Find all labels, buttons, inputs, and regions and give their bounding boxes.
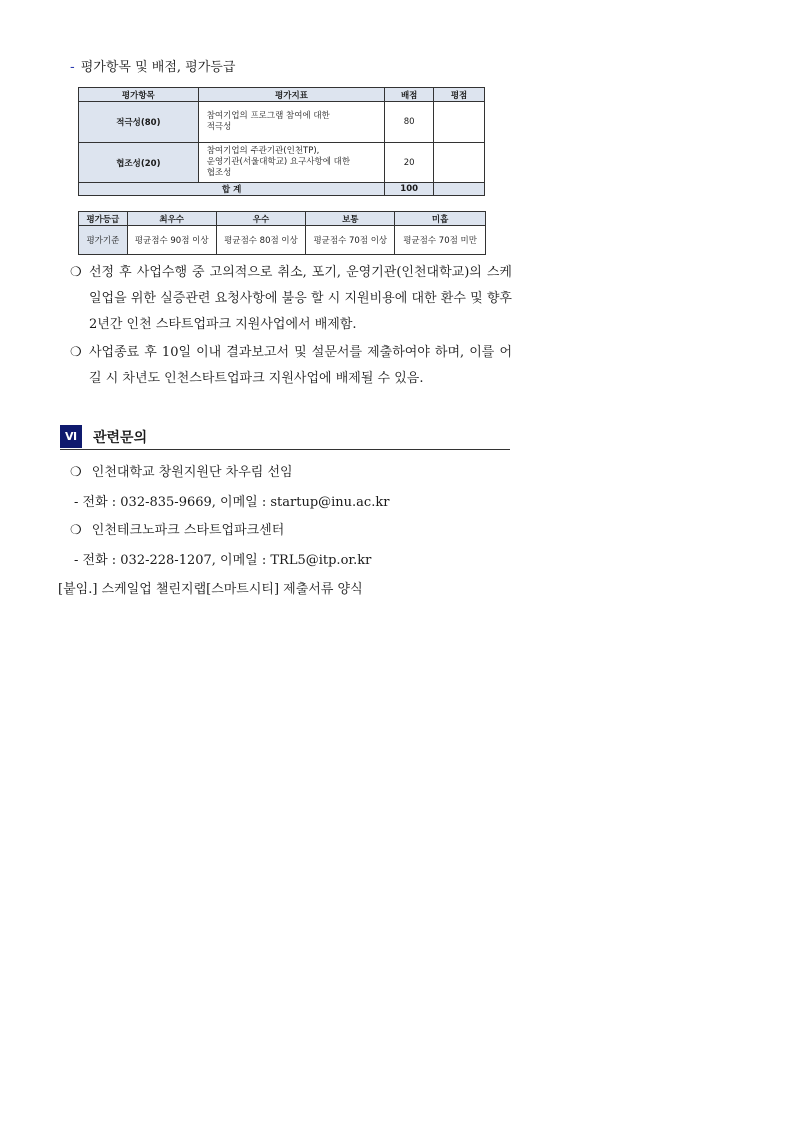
grade-header: 평가등급 xyxy=(79,212,128,226)
grade-criterion: 평균점수 70점 이상 xyxy=(306,226,395,255)
circle-bullet-icon: ❍ xyxy=(70,465,82,480)
indicator-line: 참여기업의 프로그램 참여에 대한 xyxy=(206,111,330,121)
contact-org2 xyxy=(70,519,284,538)
grade-header-row xyxy=(79,212,486,226)
circle-bullet-icon: ❍ xyxy=(70,265,82,280)
table-row xyxy=(79,102,485,143)
indicator-line: 참여기업의 주관기관(인천TP), xyxy=(206,146,320,156)
evaluation-table xyxy=(78,87,485,196)
table-row xyxy=(79,143,485,183)
grade-row-label: 평가기준 xyxy=(79,226,128,255)
note-text: 사업종료 후 10일 이내 결과보고서 및 설문서를 제출하여야 하며, 이를 어길 시 차년도 인천스타트업파크 지원사업에 배제될 수 있음. xyxy=(89,345,512,386)
total-score: 100 xyxy=(385,183,434,196)
header-score: 배점 xyxy=(385,88,434,102)
table-total-row xyxy=(79,183,485,196)
eval-heading-text: 평가항목 및 배점, 평가등급 xyxy=(80,60,236,75)
row-indicator xyxy=(198,102,385,143)
dash-marker: - xyxy=(70,60,75,75)
indicator-line: 협조성 xyxy=(206,168,232,178)
grade-header: 최우수 xyxy=(127,212,216,226)
section-heading xyxy=(60,425,510,450)
header-grade: 평점 xyxy=(434,88,485,102)
row-indicator xyxy=(198,143,385,183)
total-grade xyxy=(434,183,485,196)
contact-org2-text: 인천테크노파크 스타트업파크센터 xyxy=(91,523,285,538)
total-label-text: 합 계 xyxy=(221,185,242,195)
grade-header: 미흡 xyxy=(395,212,486,226)
contact-org2-detail: - 전화 : 032-228-1207, 이메일 : TRL5@itp.or.kr xyxy=(74,553,372,568)
circle-bullet-icon: ❍ xyxy=(70,523,82,538)
total-label xyxy=(79,183,385,196)
row-grade xyxy=(434,143,485,183)
contact-org1-detail: - 전화 : 032-835-9669, 이메일 : startup@inu.ac.kr xyxy=(74,495,390,510)
indicator-line: 운영기관(서울대학교) 요구사항에 대한 xyxy=(206,157,351,167)
row-score: 20 xyxy=(385,143,434,183)
contact-org1-text: 인천대학교 창원지원단 차우림 선임 xyxy=(91,465,293,480)
eval-heading xyxy=(70,56,235,75)
row-grade xyxy=(434,102,485,143)
note-text: 선정 후 사업수행 중 고의적으로 취소, 포기, 운영기관(인천대학교)의 스케일업을 위한 실증관련 요청사항에 불응 할 시 지원비용에 대한 환수 및 향후 2년간 인천 스타트업파크 지원사업에서 배제함. xyxy=(89,265,512,332)
contact-org1 xyxy=(70,461,293,480)
header-eval-item: 평가항목 xyxy=(79,88,199,102)
grade-criterion: 평균점수 70점 미만 xyxy=(395,226,486,255)
header-eval-indicator: 평가지표 xyxy=(198,88,385,102)
section-number: Ⅵ xyxy=(60,425,82,448)
grade-criterion: 평균점수 90점 이상 xyxy=(127,226,216,255)
grade-header: 보통 xyxy=(306,212,395,226)
row-item-label: 적극성(80) xyxy=(79,102,199,143)
section-title: 관련문의 xyxy=(93,430,148,446)
attachment-note: [붙임.] 스케일업 챌린지랩[스마트시티] 제출서류 양식 xyxy=(58,582,363,597)
grade-table xyxy=(78,211,486,255)
table-header-row xyxy=(79,88,485,102)
grade-criteria-row xyxy=(79,226,486,255)
grade-header: 우수 xyxy=(216,212,306,226)
row-score: 80 xyxy=(385,102,434,143)
note-report-submission xyxy=(70,340,512,392)
indicator-line: 적극성 xyxy=(206,122,232,132)
grade-criterion: 평균점수 80점 이상 xyxy=(216,226,306,255)
row-item-label: 협조성(20) xyxy=(79,143,199,183)
circle-bullet-icon: ❍ xyxy=(70,345,82,360)
note-cancellation xyxy=(70,260,512,338)
